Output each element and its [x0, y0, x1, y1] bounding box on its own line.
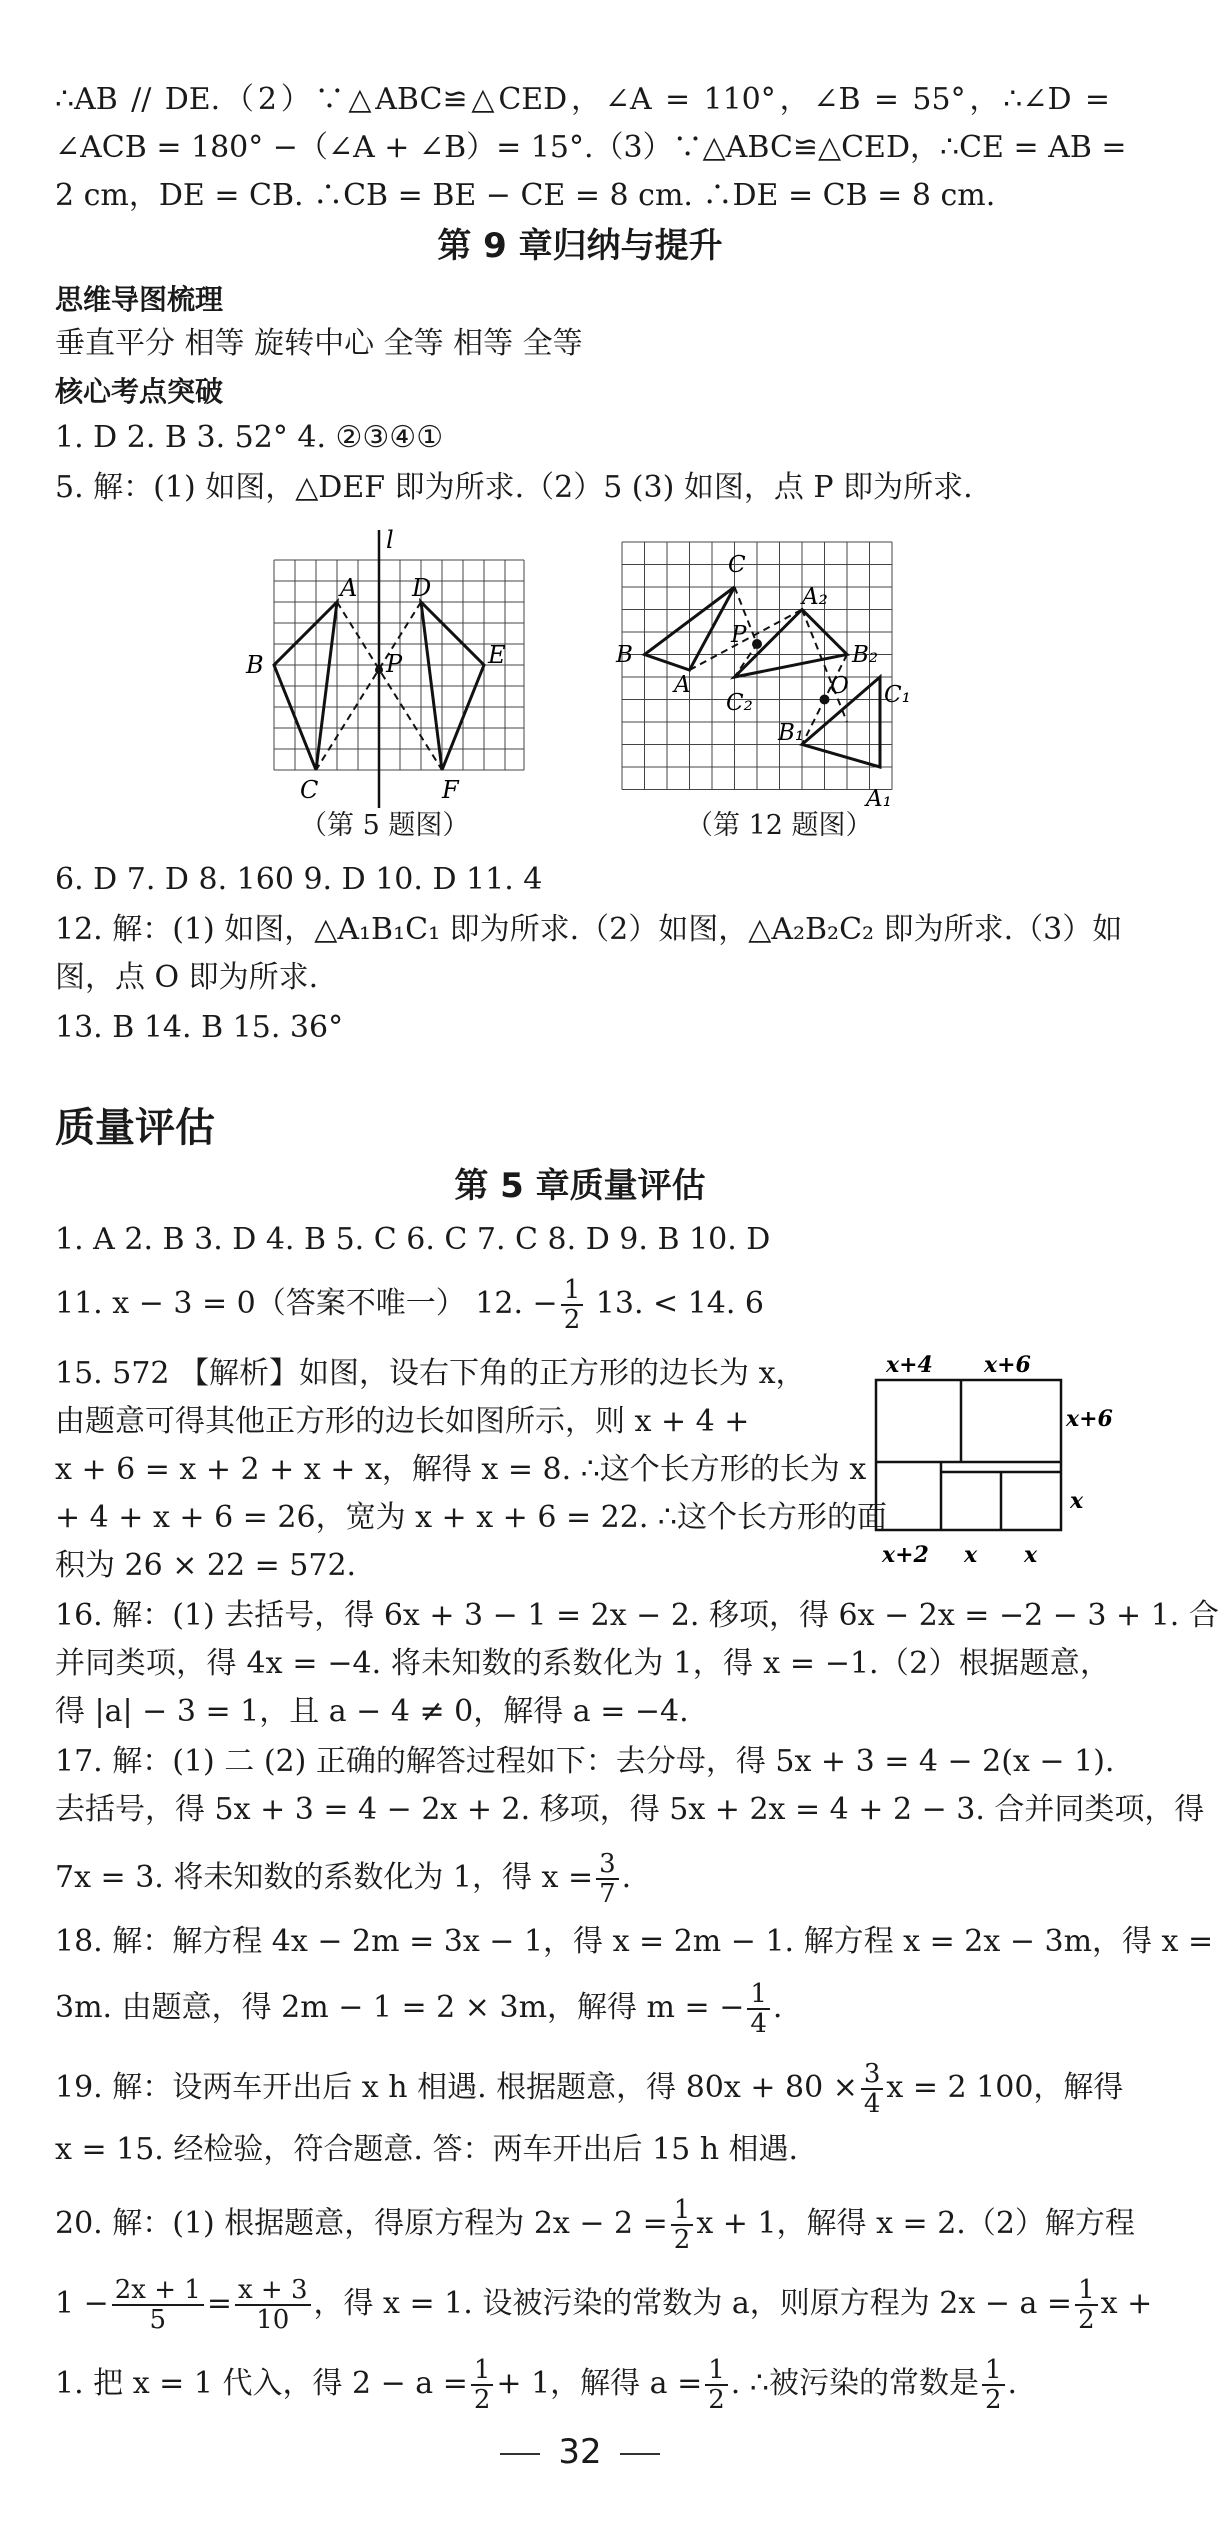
numerator: 3 [861, 2060, 884, 2090]
answers-line: 1. A 2. B 3. D 4. B 5. C 6. C 7. C 8. D 9. B 10. D [55, 1222, 771, 1257]
answers-line: 1. D 2. B 3. 52° 4. ②③④① [55, 420, 444, 455]
text-span: . [1007, 2366, 1018, 2401]
answers-line: 6. D 7. D 8. 160 9. D 10. D 11. 4 [55, 862, 543, 897]
text-span: ，得 x = 1. 设被污染的常数为 a，则原方程为 2x − a = [313, 2286, 1073, 2321]
text-span: x = 2 100，解得 [886, 2070, 1124, 2105]
dash-left [500, 2453, 540, 2455]
label-b: B [246, 651, 264, 679]
denominator: 2 [708, 2385, 725, 2415]
label-o: O [830, 673, 849, 699]
label-right-low: x [1070, 1488, 1084, 1514]
page-number: 32 [558, 2432, 602, 2472]
fraction [596, 1850, 619, 1908]
answer-20 [55, 2275, 1153, 2335]
answer-18 [55, 1980, 1110, 2038]
numerator: 1 [1075, 2276, 1098, 2306]
label-c: C [300, 776, 319, 804]
label-a: A [340, 574, 358, 602]
label-bottom-3: x [1024, 1542, 1038, 1568]
answer-5: 5. 解：(1) 如图，△DEF 即为所求.（2）5 (3) 如图，点 P 即为所求. [55, 470, 973, 505]
answer-11-14 [55, 1276, 1110, 1334]
fraction [471, 2356, 494, 2414]
label-b2: B₂ [852, 642, 879, 668]
label-b: B [616, 642, 633, 668]
answer-16: 并同类项，得 4x = −4. 将未知数的系数化为 1，得 x = −1.（2）根据题意， [55, 1646, 1110, 1681]
fraction [561, 1276, 584, 1334]
text-span: 19. 解：设两车开出后 x h 相遇. 根据题意，得 80x + 80 × [55, 2070, 858, 2105]
denominator: 2 [563, 1305, 581, 1335]
dash-right [620, 2453, 660, 2455]
label-right: x+6 [1066, 1406, 1113, 1432]
answer-16: 16. 解：(1) 去括号，得 6x + 3 − 1 = 2x − 2. 移项，得 6x − 2x = −2 − 3 + 1. 合 [55, 1598, 1219, 1633]
fraction [112, 2276, 204, 2334]
label-c: C [728, 552, 746, 578]
text-span: . [772, 1990, 783, 2025]
numerator: 1 [561, 1276, 584, 1306]
text-span: 7x = 3. 将未知数的系数化为 1，得 x = [55, 1860, 594, 1895]
label-c1: C₁ [884, 682, 911, 708]
text-span: 1. 把 x = 1 代入，得 2 − a = [55, 2366, 468, 2401]
denominator: 7 [599, 1879, 616, 1909]
label-l: l [386, 526, 394, 554]
answer-15: + 4 + x + 6 = 26，宽为 x + x + 6 = 22. ∴这个长方形的面 [55, 1500, 887, 1535]
denominator: 2 [473, 2385, 491, 2415]
answer-19: x = 15. 经检验，符合题意. 答：两车开出后 15 h 相遇. [55, 2132, 799, 2167]
text-span: 1 − [55, 2286, 109, 2321]
label-top-right: x+6 [984, 1352, 1031, 1378]
label-a1: A₁ [866, 786, 892, 812]
answer-17: 17. 解：(1) 二 (2) 正确的解答过程如下：去分母，得 5x + 3 = 4 − 2(x − 1). [55, 1744, 1115, 1779]
text-span: . [621, 1860, 632, 1895]
label-f: F [442, 776, 459, 804]
label-bottom-2: x [964, 1542, 978, 1568]
numerator: x + 3 [235, 2276, 311, 2306]
point-o [820, 695, 830, 705]
label-a2: A₂ [802, 584, 828, 610]
denominator: 2 [984, 2385, 1002, 2415]
outer-rectangle [876, 1380, 1061, 1530]
answer-12: 12. 解：(1) 如图，△A₁B₁C₁ 即为所求.（2）如图，△A₂B₂C₂ 即为所求.（3）如 [55, 912, 1123, 947]
answers-line: 13. B 14. B 15. 36° [55, 1010, 344, 1045]
numerator: 1 [705, 2356, 728, 2386]
fraction [861, 2060, 884, 2118]
numerator: 2x + 1 [112, 2276, 204, 2306]
denominator: 10 [256, 2305, 290, 2335]
page-number-footer [0, 2428, 1160, 2476]
text-span: 3m. 由题意，得 2m − 1 = 2 × 3m，解得 m = − [55, 1990, 745, 2025]
numerator: 1 [982, 2356, 1005, 2386]
label-c2: C₂ [726, 690, 753, 716]
triangle-a2b2c2 [735, 610, 848, 678]
label-bottom-1: x+2 [882, 1542, 929, 1568]
mindmap-answers: 垂直平分 相等 旋转中心 全等 相等 全等 [55, 326, 583, 361]
core-title: 核心考点突破 [55, 375, 224, 408]
numerator: 1 [671, 2196, 694, 2226]
answer-17: 去括号，得 5x + 3 = 4 − 2x + 2. 移项，得 5x + 2x = 4 + 2 − 3. 合并同类项，得 [55, 1792, 1205, 1827]
answer-15: 15. 572 【解析】如图，设右下角的正方形的边长为 x， [55, 1356, 806, 1391]
text-line: 2 cm，DE = CB. ∴CB = BE − CE = 8 cm. ∴DE = CB = 8 cm. [55, 178, 996, 213]
fraction [1075, 2276, 1098, 2334]
label-b1: B₁ [778, 720, 805, 746]
answer-20 [55, 2195, 1135, 2255]
fraction [982, 2356, 1005, 2414]
chapter-5-title: 第 5 章质量评估 [454, 1166, 706, 1206]
answer-18: 18. 解：解方程 4x − 2m = 3x − 1，得 x = 2m − 1. 解方程 x = 2x − 3m，得 x = [55, 1924, 1214, 1959]
denominator: 2 [1078, 2305, 1095, 2335]
figure-5-caption: （第 5 题图） [300, 810, 470, 841]
answer-15: x + 6 = x + 2 + x + x，解得 x = 8. ∴这个长方形的长为 x [55, 1452, 867, 1487]
fraction [671, 2196, 694, 2254]
fraction [235, 2276, 311, 2334]
label-e: E [488, 641, 506, 669]
denominator: 2 [673, 2225, 691, 2255]
chapter-9-title: 第 9 章归纳与提升 [437, 226, 723, 266]
figure-15 [866, 1350, 1122, 1572]
answer-17 [55, 1850, 1110, 1908]
text-span: + 1，解得 a = [496, 2366, 703, 2401]
answer-12-cont: 图，点 O 即为所求. [55, 960, 319, 995]
figure-12-caption: （第 12 题图） [686, 810, 873, 841]
point-p [375, 666, 383, 674]
answer-16: 得 |a| − 3 = 1，且 a − 4 ≠ 0，解得 a = −4. [55, 1694, 689, 1729]
answer-20 [55, 2356, 1110, 2414]
text-span: . ∴被污染的常数是 [730, 2366, 979, 2401]
label-a: A [674, 672, 691, 698]
answer-19 [55, 2059, 1124, 2119]
figure-12 [618, 540, 918, 810]
figure-5 [246, 520, 532, 810]
text-span: = [206, 2286, 232, 2321]
text-span: 20. 解：(1) 根据题意，得原方程为 2x − 2 = [55, 2206, 668, 2241]
text-span: x + 1，解得 x = 2.（2）解方程 [696, 2206, 1135, 2241]
numerator: 1 [747, 1980, 770, 2010]
answer-15: 由题意可得其他正方形的边长如图所示，则 x + 4 + [55, 1404, 750, 1439]
text-span: 13. < 14. 6 [586, 1286, 765, 1321]
label-top-left: x+4 [886, 1352, 933, 1378]
text-line: ∴AB // DE.（2）∵△ABC≌△CED，∠A = 110°，∠B = 55°，∴∠D = [55, 82, 1110, 117]
denominator: 4 [863, 2089, 881, 2119]
denominator: 4 [750, 2009, 767, 2039]
answer-15: 积为 26 × 22 = 572. [55, 1548, 357, 1583]
numerator: 1 [471, 2356, 494, 2386]
text-span: x + [1100, 2286, 1153, 2321]
text-span: 11. x − 3 = 0（答案不唯一） 12. − [55, 1286, 558, 1321]
numerator: 3 [596, 1850, 619, 1880]
text-line: ∠ACB = 180° −（∠A + ∠B）= 15°.（3）∵△ABC≌△CED，∴CE = AB = [55, 130, 1127, 165]
label-p: P [731, 622, 747, 648]
point-p [752, 639, 762, 649]
mindmap-title: 思维导图梳理 [55, 283, 224, 316]
label-p: P [386, 650, 403, 678]
denominator: 5 [149, 2305, 167, 2335]
label-d: D [412, 574, 432, 602]
fraction [705, 2356, 728, 2414]
section-title: 质量评估 [55, 1105, 215, 1151]
fraction [747, 1980, 770, 2038]
